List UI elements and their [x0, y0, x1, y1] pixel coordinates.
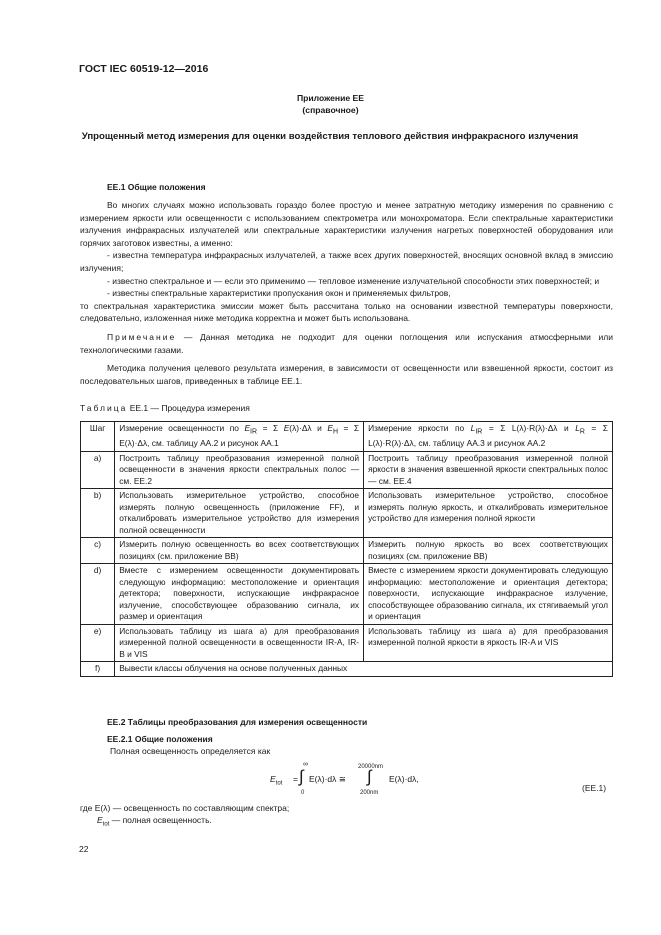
table-caption-label: Таблица — [80, 403, 128, 413]
document-title: Упрощенный метод измерения для оценки воздействия теплового действия инфракрасного излучения — [81, 131, 579, 142]
paragraph: Во многих случаях можно использовать гораздо более простую и менее затратную методику измерения по сравнению с измерением яркости или освещенности с использованием спектрометра или монохроматора. Если спектральные характеристики излучения инфракрасных излучателей или спектральные характеристики излучения нагретых поверхностей оборудования или горячих заготовок известны, а именно: — [80, 200, 613, 248]
paragraph: то спектральная характеристика эмиссии может быть рассчитана только на основании известной температуры поверхности, следовательно, изложенная ниже методика корректна и может быть использована. — [80, 300, 613, 324]
intro-text: Полная освещенность определяется как — [110, 746, 271, 756]
appendix-heading — [0, 92, 661, 116]
table-caption — [80, 402, 250, 415]
integral-sign-icon: ∫ — [367, 767, 372, 786]
section-heading-ee2: ЕЕ.2 Таблицы преобразования для измерения освещенности — [107, 717, 368, 727]
section-heading-ee1: ЕЕ.1 Общие положения — [107, 182, 206, 192]
bullet-item: - известно спектральное и — если это применимо — тепловое изменение излучательной способности этих поверхностей; и — [107, 275, 600, 286]
irradiance-cell: Использовать измерительное устройство, способное измерять полную освещенность (приложение FF), и откалибровать измерительное устройство для измерения полной освещенности — [115, 489, 364, 538]
irradiance-cell: Использовать таблицу из шага а) для преобразования измеренной полной освещенности в освещенности IR-A, IR-B и VIS — [115, 624, 364, 662]
appendix-title: Приложение ЕЕ — [296, 93, 365, 103]
eq-equals: = — [293, 774, 298, 784]
eq-upper-limit-2: 20000nm — [358, 764, 384, 770]
eq-upper-limit-1: ∞ — [303, 761, 308, 768]
merged-cell: Вывести классы облучения на основе полученных данных — [115, 662, 613, 677]
bullet-item: - известна температура инфракрасных излучателей, а также всех других поверхностей, вносящих основной вклад в эмиссию излучения; — [80, 250, 613, 273]
eq-lhs: $E_{tot}$ — [270, 774, 283, 787]
note-label: Примечание — [107, 331, 177, 342]
radiance-cell: Построить таблицу преобразования измеренной полной яркости в значения взвешенной яркости спектральных полос — см. ЕЕ.4 — [364, 451, 613, 489]
eq-lower-limit-1: 0 — [301, 790, 305, 796]
note — [80, 331, 613, 356]
step-cell: e) — [81, 624, 115, 662]
step-cell: c) — [81, 538, 115, 564]
table-row — [81, 564, 613, 625]
eq-lower-limit-2: 200nm — [360, 790, 379, 796]
irradiance-cell: Вместе с измерением освещенности документировать следующую информацию: местоположение и ориентация детектора; поверхности, испускающие инфракрасное излучение, способствующее образованию сигнала, их размер и ориентация — [115, 564, 364, 625]
integral-sign-icon: ∫ — [299, 767, 304, 786]
table-header-row — [81, 422, 613, 452]
appendix-subtitle: (справочное) — [302, 105, 359, 115]
eq-number: (ЕЕ.1) — [582, 783, 607, 793]
eq-integrand-2: E(λ)·dλ, — [389, 774, 419, 784]
paragraph: Методика получения целевого результата измерения, в зависимости от освещенности или взвешенной яркости, состоит из последовательных шагов, приведенных в таблице ЕЕ.1. — [80, 363, 613, 386]
where-line-1: где E(λ) — освещенность по составляющим спектра; — [80, 803, 290, 813]
header-radiance: Измерение яркости по $L_{IR} = \Sigma$ L(λ)·R(λ)·Δλ и $L_R = \Sigma$ L(λ)·R(λ)·Δλ, см. таблицу АА.3 и рисунок АА.2 — [364, 422, 613, 452]
radiance-cell: Измерить полную яркость во всех соответствующих позициях (см. приложение ВВ) — [364, 538, 613, 564]
header-step: Шаг — [81, 422, 115, 452]
table-caption-text: ЕЕ.1 — Процедура измерения — [127, 403, 250, 413]
standard-header: ГОСТ IEC 60519-12—2016 — [79, 63, 209, 75]
table-row — [81, 489, 613, 538]
subsection-heading-ee21: ЕЕ.2.1 Общие положения — [107, 734, 213, 744]
table-row — [81, 624, 613, 662]
procedure-table — [80, 421, 613, 677]
radiance-cell: Использовать таблицу из шага а) для преобразования измеренной полной яркости в яркость IR-A и VIS — [364, 624, 613, 662]
radiance-cell: Вместе с измерением яркости документировать следующую информацию: местоположение и ориентация детектора; поверхности, испускающие инфракрасное излучение, способствующее образованию сигнала, их стягиваемый угол и ориентация — [364, 564, 613, 625]
table-row — [81, 451, 613, 489]
radiance-cell: Использовать измерительное устройство, способное измерять полную яркость, и откалибровать измерительное устройство для измерения полной яркости — [364, 489, 613, 538]
step-cell: a) — [81, 451, 115, 489]
step-cell: b) — [81, 489, 115, 538]
irradiance-cell: Построить таблицу преобразования измеренной полной освещенности в значения яркости спектральных полос — см. ЕЕ.2 — [115, 451, 364, 489]
table-row — [81, 662, 613, 677]
table-row — [81, 538, 613, 564]
irradiance-cell: Измерить полную освещенность во всех соответствующих позициях (см. приложение ВВ) — [115, 538, 364, 564]
section-ee1-body — [80, 199, 613, 387]
note-text: — Данная методика не подходит для оценки поглощения или испускания атмосферными или технологическими газами. — [80, 331, 613, 355]
page-number: 22 — [79, 844, 89, 854]
step-cell: d) — [81, 564, 115, 625]
header-irradiance: Измерение освещенности по $E_{IR} = \Sigma$ E(λ)·Δλ и $E_H = \Sigma$ E(λ)·Δλ, см. таблицу АА.2 и рисунок АА.1 — [115, 422, 364, 452]
where-line-2: $E_{tot}$ — полная освещенность. — [97, 815, 212, 828]
step-cell: f) — [81, 662, 115, 677]
bullet-item: - известны спектральные характеристики пропускания окон и применяемых фильтров, — [107, 288, 451, 299]
eq-integrand-1: E(λ)·dλ ≅ — [309, 774, 346, 784]
